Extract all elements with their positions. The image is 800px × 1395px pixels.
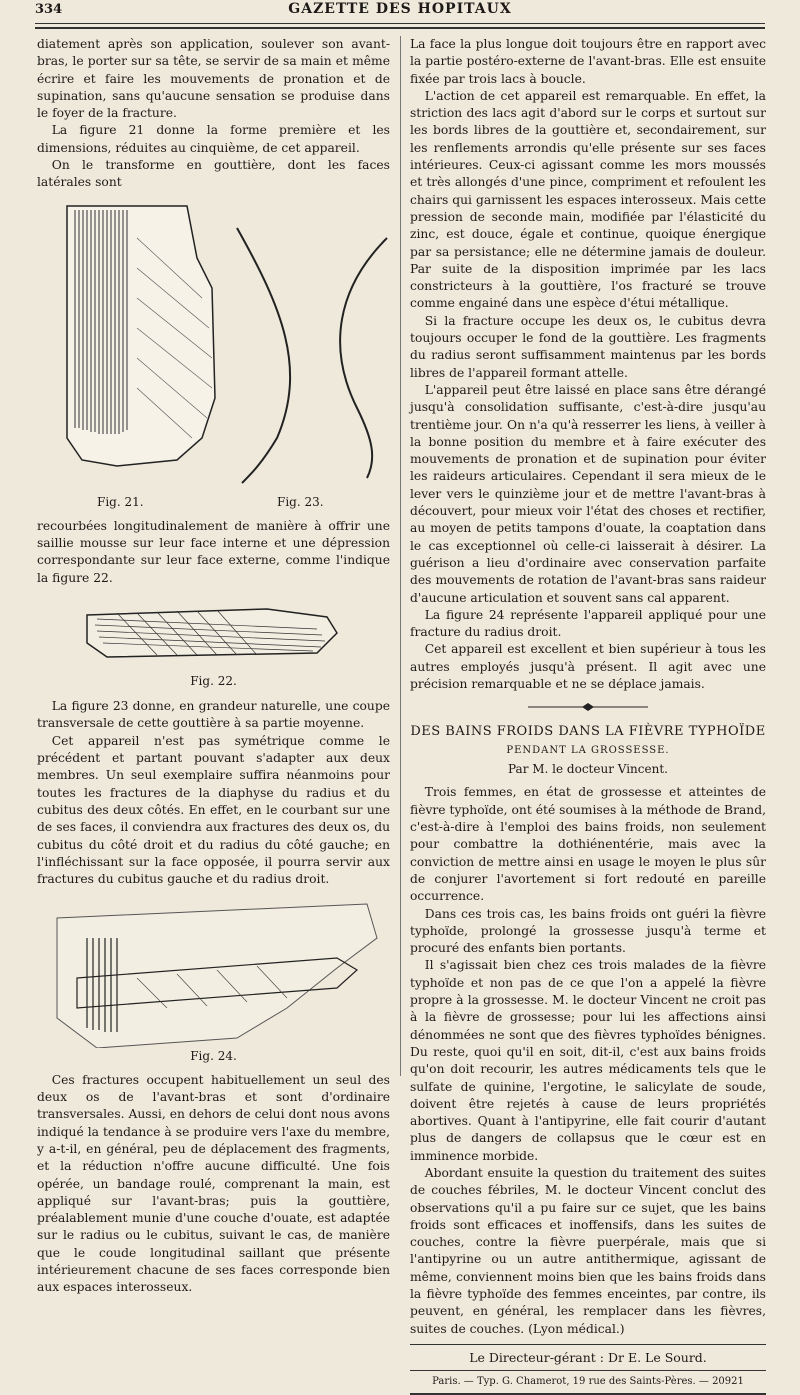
figure-24 bbox=[37, 898, 390, 1048]
right-column bbox=[410, 36, 766, 1395]
director-signature: Le Directeur-gérant : Dr E. Le Sourd. bbox=[469, 1349, 707, 1365]
paragraph: Si la fracture occupe les deux os, le cubitus devra toujours occuper le fond de la gouttière. Les fragments du radius seront suffisamment maintenus par les bords libres de l'appareil formant attelle. bbox=[410, 313, 766, 380]
figure-22-gutter-splint bbox=[37, 595, 392, 673]
signature-rule bbox=[410, 1344, 766, 1345]
article-byline: Par M. le docteur Vincent. bbox=[508, 762, 668, 777]
figure-24-caption: Fig. 24. bbox=[190, 1049, 237, 1064]
paragraph: Trois femmes, en état de grossesse et atteintes de fièvre typhoïde, ont été soumises à la méthode de Brand, c'est-à-dire à l'emploi des bains froids, non seulement pour combattre la dothiénentérie, mais avec la conviction de mettre ainsi en usage le moyen le plus sûr de conjurer l'avortement si fort redouté en pareille occurrence. bbox=[410, 785, 766, 904]
paragraph: Cet appareil est excellent et bien supérieur à tous les autres employés jusqu'à présent. Il agit avec une précision remarquable et ne se déplace jamais. bbox=[410, 642, 766, 691]
paragraph: diatement après son application, soulever son avant-bras, le porter sur sa tête, se servir de sa main et même écrire et faire les mouvements de pronation et de supination, sans qu'aucune sensation se produise dans le foyer de la fracture. bbox=[37, 37, 390, 121]
paragraph: Ces fractures occupent habituellement un seul des deux os de l'avant-bras et sont d'ordinaire transversales. Aussi, en dehors de celui dont nous avons indiqué la tendance à se produire vers l'axe du membre, y a-t-il, en général, peu de déplacement des fragments, et la réduction n'offre aucune difficulté. Une fois opérée, un bandage roulé, comprenant la main, est appliqué sur l'avant-bras; puis la gouttière, préalablement munie d'une couche d'ouate, est adaptée sur le radius ou le cubitus, suivant le cas, de manière que le coude longitudinal saillant que présente intérieurement chacune de ses faces corresponde bien aux espaces interosseux. bbox=[37, 1072, 390, 1295]
header-rule bbox=[35, 23, 765, 24]
article-subtitle: PENDANT LA GROSSESSE. bbox=[506, 744, 670, 756]
figure-21-caption: Fig. 21. bbox=[97, 494, 144, 509]
page-number: 334 bbox=[35, 2, 63, 17]
paragraph: Abordant ensuite la question du traitement des suites de couches fébriles, M. le docteur Vincent conclut des observations qu'il a pu faire sur ce sujet, que les bains froids sont efficaces et inoffensifs, dans les suites de couches, contre la fièvre puerpérale, mais que si l'antipyrine ou un autre antithermique, agissant de même, conviennent moins bien que les bains froids dans la fièvre typhoïde des femmes enceintes, par contre, ils peuvent, en général, les remplacer dans les fièvres, suites de couches. (Lyon médical.) bbox=[410, 1166, 766, 1336]
paragraph: La figure 21 donne la forme première et les dimensions, réduites au cinquième, de cet appareil. bbox=[37, 123, 390, 155]
paragraph: Il s'agissait bien chez ces trois malades de la fièvre typhoïde et non pas de ce que l'on a appelé la fièvre propre à la grossesse. M. le docteur Vincent ne croit pas à la fièvre de grossesse; pour lui les affections ainsi dénommées ne sont que des fièvres typhoïdes bénignes. Du reste, quoi qu'il en soit, dit-il, c'est aux bains froids qu'on doit recourir, les autres médicaments tels que le sulfate de quinine, l'ergotine, le salicylate de soude, doivent être rejetés à cause de leurs propriétés abortives. Quant à l'antipyrine, elle fait courir d'autant plus de dangers de collapsus que le cœur est en imminence morbide. bbox=[410, 958, 766, 1163]
paragraph: Cet appareil n'est pas symétrique comme le précédent et partant pouvant s'adapter aux deux membres. Un seul exemplaire suffira néanmoins pour toutes les fractures de la diaphyse du radius et du cubitus des deux côtés. En effet, en le courbant sur une de ses faces, il conviendra aux fractures des deux os, du cubitus du côté droit et du radius du côté gauche; en l'infléchissant sur la face opposée, il pourra servir aux fractures du cubitus gauche et du radius droit. bbox=[37, 733, 390, 887]
figure-23-caption: Fig. 23. bbox=[277, 494, 324, 509]
paragraph: La figure 24 représente l'appareil appliqué pour une fracture du radius droit. bbox=[410, 607, 766, 640]
section-ornament bbox=[410, 699, 766, 716]
header-double-rule bbox=[35, 27, 765, 29]
figure-24-splint-on-forearm bbox=[37, 898, 392, 1048]
figure-22 bbox=[37, 595, 390, 673]
printer-imprint: Paris. — Typ. G. Chamerot, 19 rue des Saints-Pères. — 20921 bbox=[410, 1370, 766, 1394]
column-divider bbox=[400, 36, 401, 1076]
paragraph: On le transforme en gouttière, dont les faces latérales sont bbox=[37, 158, 390, 190]
figure-22-caption: Fig. 22. bbox=[190, 673, 237, 688]
paragraph: L'appareil peut être laissé en place sans être dérangé jusqu'à consolidation suffisante, c'est-à-dire jusqu'au trentième jour. On n'a qu'à resserrer les liens, à veiller à la bonne position du membre et à faire exécuter des mouvements de pronation et de supination pour éviter les raideurs articulaires. Cependant il sera mieux de le lever vers le quinzième jour et de mettre l'avant-bras à découvert, pour mieux voir l'état des choses et rectifier, au moyen de petits tampons d'ouate, la coaptation dans le cas exceptionnel où celle-ci laisserait à désirer. La guérison a lieu d'ordinaire avec conservation parfaite des mouvements de rotation de l'avant-bras sans raideur d'aucune articulation et souvent sans cal apparent. bbox=[410, 382, 766, 605]
running-head bbox=[35, 0, 765, 20]
left-column bbox=[37, 36, 390, 1297]
paragraph: La figure 23 donne, en grandeur naturelle, une coupe transversale de cette gouttière à sa partie moyenne. bbox=[37, 699, 390, 731]
paragraph: La face la plus longue doit toujours être en rapport avec la partie postéro-externe de l'avant-bras. Elle est ensuite fixée par trois lacs à boucle. bbox=[410, 37, 766, 86]
journal-title: GAZETTE DES HOPITAUX bbox=[288, 1, 512, 17]
paragraph: recourbées longitudinalement de manière à offrir une saillie mousse sur leur face interne et une dépression correspondante sur leur face externe, comme l'indique la figure 22. bbox=[37, 518, 390, 585]
figures-21-23 bbox=[37, 198, 390, 509]
article-title: DES BAINS FROIDS DANS LA FIÈVRE TYPHOÏDE bbox=[410, 723, 766, 739]
figure-21-splint-pattern bbox=[37, 198, 392, 498]
paragraph: L'action de cet appareil est remarquable. En effet, la striction des lacs agit d'abord sur le corps et surtout sur les bords libres de la gouttière et, secondairement, sur les renflements arrondis qu'elle présente sur ses faces intérieures. Ceux-ci agissant comme les mors moussés et très allongés d'une pince, compriment et refoulent les chairs qui garnissent les espaces interosseux. Mais cette pression de seconde main, modifiée par l'élasticité du zinc, est douce, égale et continue, quoique énergique par sa persistance; elle ne détermine jamais de douleur. Par suite de la disposition imprimée par les lacs constricteurs à la gouttière, l'os fracturé se trouve comme engainé dans une espèce d'étui métallique. bbox=[410, 88, 766, 311]
paragraph: Dans ces trois cas, les bains froids ont guéri la fièvre typhoïde, prolongé la grossesse jusqu'à terme et procuré des enfants bien portants. bbox=[410, 906, 766, 956]
